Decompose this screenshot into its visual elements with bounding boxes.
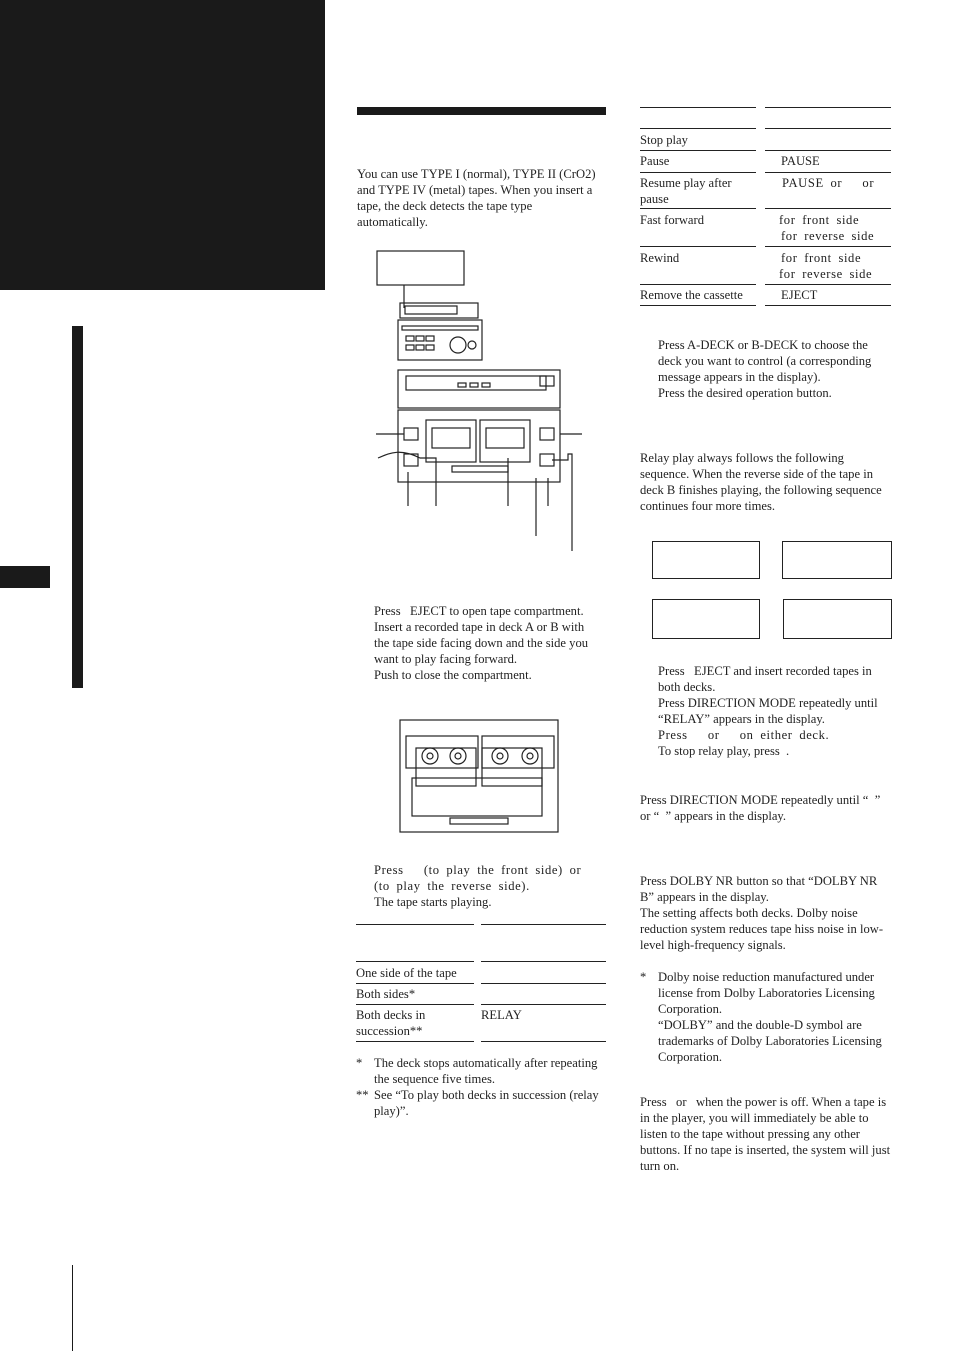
play-mode-row-value: RELAY [481,1008,522,1022]
operation-row-value-2: for reverse side [781,229,875,243]
operation-row-label: Fast forward [640,213,705,227]
step-insert: Insert a recorded tape in deck A or B with the tape side facing down and the side you want to play facing forward. [374,620,589,666]
section-tab [0,566,50,588]
relay-intro-text: Relay play always follows the following sequence. When the reverse side of the tape in deck B finishes playing, the following sequence continues four more times. [640,451,882,513]
play-steps [374,862,599,910]
relay-sequence-box [652,599,760,639]
operation-row-value-2: for reverse side [779,267,873,281]
footnote-mark: * [356,1056,363,1070]
play-mode-row-label: Both decks in succession** [356,1008,426,1038]
deck-select-steps [658,337,890,401]
dolby-trademark-text: “DOLBY” and the double-D symbol are trademarks of Dolby Laboratories Licensing Corporation. [658,1018,882,1064]
dolby-footnote [640,969,890,1065]
step-operation-button: Press the desired operation button. [658,386,832,400]
step-eject: Press EJECT to open tape compartment. [374,604,584,618]
section-title-bar [357,107,606,115]
operation-row-value: PAUSE or or [782,176,875,190]
step-relay-mode: Press DIRECTION MODE repeatedly until “RELAY” appears in the display. [658,696,878,726]
relay-sequence-box [782,541,892,579]
power-on-text: Press or when the power is off. When a tape is in the player, you will immediately be able to listen to the tape without pressing any other buttons. If no tape is inserted, the system will just turn on. [640,1095,891,1173]
step-start-either: Press or on either deck. [658,728,830,742]
step-choose-deck: Press A-DECK or B-DECK to choose the deck you want to control (a corresponding message appears in the display). [658,338,872,384]
operation-row-label: Stop play [640,133,688,147]
operation-row-value: EJECT [781,288,818,302]
dolby-instruction: Press DOLBY NR button so that “DOLBY NR B” appears in the display. [640,874,878,904]
operation-row-value: PAUSE [781,154,820,168]
footnote [356,1087,600,1121]
dolby-explanation: The setting affects both decks. Dolby noise reduction system reduces tape hiss noise in low-level high-frequency signals. [640,906,884,952]
footnote-mark: * [640,970,647,984]
play-mode-row-label: Both sides* [356,987,416,1001]
operation-row-label: Pause [640,154,670,168]
display-callout-box [377,251,464,285]
relay-steps [658,663,894,759]
cassette-deck-illustration [398,718,562,838]
step-press-play: Press (to play the front side) or (to play the reverse side). [374,863,595,893]
insert-tape-steps [374,603,599,683]
operation-row-label: Remove the cassette [640,288,743,302]
dolby-section [640,873,890,953]
direction-text: Press DIRECTION MODE repeatedly until “ ” or “ ” appears in the display. [640,793,881,823]
side-margin-bar [72,326,83,688]
footnote-text: See “To play both decks in succession (relay play)”. [374,1088,599,1118]
relay-sequence-box [783,599,892,639]
intro-text: You can use TYPE I (normal), TYPE II (CrO2) and TYPE IV (metal) tapes. When you insert a tape, the deck detects the tape type automatically. [357,167,596,229]
footnote-mark: ** [356,1088,369,1102]
operation-row-value: for front side [781,251,862,265]
step-tape-plays: The tape starts playing. [374,895,492,909]
stereo-system-illustration [372,248,587,553]
step-close: Push to close the compartment. [374,668,532,682]
chapter-header-block [0,0,325,290]
operation-row-value: for front side [779,213,860,227]
footnote-text: The deck stops automatically after repeating the sequence five times. [374,1056,598,1086]
operation-row-label: Resume play after pause [640,176,732,206]
step-insert-both: Press EJECT and insert recorded tapes in both decks. [658,664,872,694]
play-mode-row-label: One side of the tape [356,966,457,980]
step-stop-relay: To stop relay play, press . [658,744,790,758]
dolby-license-text: Dolby noise reduction manufactured under license from Dolby Laboratories Licensing Corporation. [658,970,875,1016]
bottom-margin-rule [72,1265,73,1351]
relay-sequence-box [652,541,760,579]
operation-row-label: Rewind [640,251,680,265]
footnote [356,1055,600,1089]
